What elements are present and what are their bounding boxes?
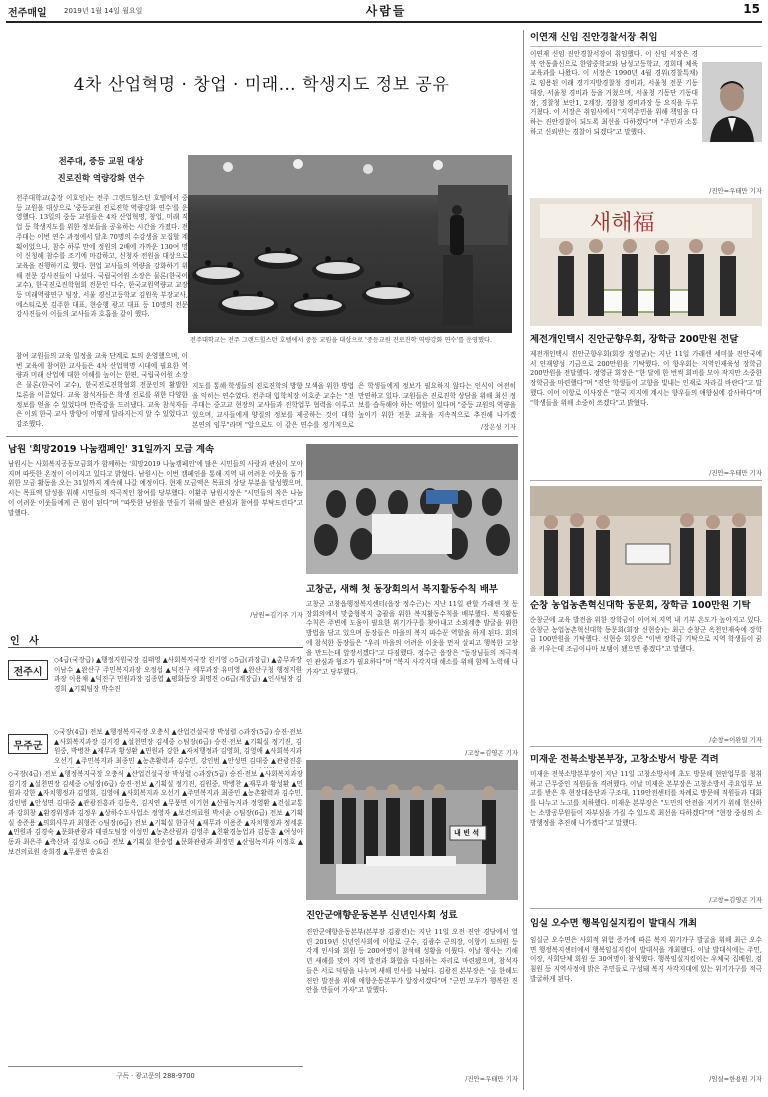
feature-body-col3: 은 학생들에게 정보가 필요하지 않다는 인식이 여전히 만연하고 있다. 교원들은 진로진학 상담을 위해 최신 정보를 습득해야 하는 역할이 있다며 "중등 교원의 역량을 높이기 위한 전문 교육을 지속적으로 추진해 나가겠 xyxy=(358,382,516,420)
podium-sign: 내 빈 석 xyxy=(454,829,480,837)
masthead xyxy=(0,0,768,22)
muju-label: 무주군 xyxy=(8,734,48,754)
feature-subtitle-2: 진로진학 역량강화 연수 xyxy=(57,173,145,183)
appointment-headline: 이연재 신임 진안경찰서장 취임 xyxy=(530,32,658,43)
sunchang-byline: /순창=이완일 기자 xyxy=(709,736,762,744)
subscription-footer: 구독 · 광고문의 288-9700 xyxy=(8,1066,303,1080)
imsil-headline: 임실 오수면 행복임실지킴이 발대식 개최 xyxy=(530,918,698,929)
paper-name: 전주매일 xyxy=(8,8,47,19)
chief-portrait-art xyxy=(702,62,762,142)
fire-byline: /고창=김영곤 기자 xyxy=(709,896,762,904)
appointment-rule xyxy=(530,46,762,47)
masthead-rule xyxy=(6,21,762,23)
section-title: 사람들 xyxy=(365,4,407,18)
appointment-byline: /진안=우태만 기자 xyxy=(709,187,762,195)
chief-portrait xyxy=(702,62,762,142)
imsil-body: 임실군 오수면은 사회적 위험 증가에 따른 복지 위기가구 발굴을 위해 최근 오수면 행정복지센터에서 행복임실지킴이 발대식을 개최했다. 이날 발대식에는 주민, 이장, 사회단체 회원 등 30여명이 참석했다. 행복임실지킴이는 우체국 집배원, 검침원 등 지역사정에 밝은 주민들로 구성돼 복지 사각지대에 있는 위기가구를 적극 발굴하게 된다. xyxy=(530,936,762,983)
feature-title: 4차 산업혁명 · 창업 · 미래… 학생지도 정보 공유 xyxy=(73,75,450,95)
appointment-body-lower xyxy=(530,176,762,186)
seminar-photo-caption: 전주대학교는 전주 그랜드힐스턴 호텔에서 중등 교원을 대상으로 '중등교원 진로진학 역량강화 연수'를 운영했다. xyxy=(190,337,492,344)
seminar-photo xyxy=(188,155,512,333)
muju-body: ◇국장(4급) 전보 ▲행정복지국장 오충식 ▲산업건설국장 박성렬 ◇과장(5급) 승진·전보 ▲사회복지과장 김기경 ▲설천면장 김세중 ◇팀장(6급) 승진·전보 ▲기획실 정기진, 김원중, 박병찬 ▲재무과 황성환 ▲민원과 강한 ▲자치행정과 김영희, 김영애 ▲사회복지과 오선기 ▲주민복지과 최종민 ▲농촌활력과 김수민, 강인범 ▲안성면 김대중 ▲관광진흥 xyxy=(54,728,302,766)
scholarship-bottom-rule xyxy=(530,480,762,481)
personnel-rule xyxy=(8,647,303,648)
svg-text:새해福: 새해福 xyxy=(590,211,655,236)
feature-subtitle-1: 전주대, 중등 교원 대상 xyxy=(58,156,144,166)
appointment-body: 이연재 신임 진안경찰서장이 취임했다. 이 신임 서장은 경북 안동출신으로 한양중학교와 남성고등학교, 경희대 체육교육과를 나왔다. 이 서장은 1990년 4월 경위(경찰특채)로 임용된 이래 경기지방경찰청 경비과, 서울청 전문 기동대장, 서울청 경비과 등을 거쳤으며, 서울청 기동단 기동대장, 경찰청 보안1, 2계장, 경찰청 경비과장 등 요직을 두루 거쳤다. 이 서장은 취임사에서 "지역주민을 위해 책임을 다하는 진안경찰이 되도록 최선을 다하겠다"며 "주민과 소통하고 신뢰받는 경찰이 되겠다"고 말했다. xyxy=(530,50,698,136)
sunchang-photo-art xyxy=(530,486,762,596)
issue-date: 2019년 1월 14일 월요일 xyxy=(64,7,143,15)
feature-body-col1b: 참여 교원들의 교육 일정을 교육 단계로 토의 운영했으며, 이번 교육에 참여한 교사들은 4차 산업혁명 시대에 필요한 역량과 미래 산업에 대한 이해를 높이는 한편, 국립국어원 소장은 물론(한국어 교수), 한국진로진학협회 전문인의 활발한 토론을 이끌었다. 교육 참석자들은 학생 진로를 위한 다양한 정보를 얻을 수 있었다며 만족감을 드러냈다. 교육 참석자들은 이외 한국 교사 방향이 어떻게 달라지는지 알 수 있었다고 강조했다. xyxy=(16,352,188,428)
column-divider xyxy=(523,30,524,1090)
jeonju-body: ◇4급(국장급) ▲행정지원국장 김태영 ▲사회복지국장 진기영 ◇5급(과장급) ▲총무과장 이남수 ▲완산구 주민복지과장 오정섭 ▲덕진구 세무과장 유미영 ▲완산구청 행정지원과장 이용채 ▲덕진구 민원과장 김종엽 ▲평화동장 최명진 ◇6급(계장급) ▲인사팀장 김경희 ▲기획팀장 박수진 xyxy=(54,656,302,694)
sunchang-body: 순창군에 교육 발전을 위한 장학금이 이어져 지역 내 기부 온도가 높아지고 있다. 순창군 농업농촌혁신대학 동문회(회장 신현승)는 최근 순창군 옥천인재숙에 장학금 100만원을 기탁했다. 신현승 회장은 "이번 장학금 기탁으로 지역 학생들이 꿈을 키우는데 조금이나마 보탬이 됐으면 좋겠다"고 말했다. xyxy=(530,616,762,654)
jinan-photo-art xyxy=(306,760,518,900)
gochang-byline: /고창=김영곤 기자 xyxy=(465,749,518,757)
jinan-byline: /진안=우태만 기자 xyxy=(465,1075,518,1083)
namwon-body: 남원시는 사회복지공동모금회가 함께하는 '희망2019 나눔캠페인'에 많은 시민들의 사랑과 관심이 모아지며 따뜻한 온정이 이어지고 있다고 밝혔다. 남원시는 이번 캠페인을 통해 지역 내 어려운 이웃을 돕기 위한 모금 활동을 오는 31일까지 계속해 나갈 예정이다. 현재 모금액은 목표의 상당 부분을 달성했으며, 시는 목표액 달성을 위해 시민들의 적극적인 참여를 당부했다. 이환주 남원시장은 "시민들의 작은 나눔이 어려운 이웃들에게 큰 힘이 된다"며 "따뜻한 남원을 만들기 위해 많은 관심과 참여를 부탁드린다"고 말했다. xyxy=(8,460,303,517)
feature-body-col2: 지도를 통해 학생들의 진로진학의 방향 모색을 위한 방법을 익히는 연수였다. 전주대 입학처장 이호준 교수는 "전주대는 중고교 현장의 교사들과 진학업무 협력을 이루고 있으며, 교사들에게 양질의 정보를 제공하는 것이 대학 본연의 임무"라며 "앞으로도 이 같은 연수를 정기적으로 xyxy=(192,382,354,429)
scholarship-headline: 제전개인택시 진안군향우회, 장학금 200만원 전달 xyxy=(530,334,739,345)
scholarship-photo xyxy=(530,198,762,326)
gochang-headline: 고창군, 새해 첫 동장회의서 복지활동수칙 배부 xyxy=(306,584,498,595)
scholarship-photo-art xyxy=(530,198,762,326)
jeonju-label: 전주시 xyxy=(8,660,48,680)
gochang-body: 고창군 고창읍행정복지센터(읍장 정수근)는 지난 11일 관할 가래센 첫 동장회의에서 맞춤형복지 총괄을 위한 복지활동수칙을 배부했다. 복지활동수칙은 주변에 도움이 필요한 위기가구를 찾아내고 소외계층 발굴을 위한 방법을 담고 있으며 동장들은 마을의 복지 파수꾼 역할을 하게 된다. 회의에 참석한 동장들은 "우리 마을의 어려운 이웃을 먼저 살피고 행복한 고창을 만드는데 앞장서겠다"고 다짐했다. 정수근 읍장은 "동장님들의 적극적인 관심과 협조가 필요하다"며 "복지 사각지대 해소를 위해 함께 노력해 나가자"고 당부했다. xyxy=(306,600,518,676)
gochang-meeting-photo-art xyxy=(306,444,518,574)
namwon-byline: /남원=김기주 기자 xyxy=(250,611,303,619)
imsil-byline: /임실=한용원 기자 xyxy=(709,1075,762,1083)
jinan-body: 진안군애향운동본부(본부장 김광진)는 지난 11일 오전 진안 경당에서 열린 2019년 신년인사회에 이항로 군수, 김광수 군의장, 이항기 도의원 등 각계 인사와 회원 등 200여명이 참석해 성황을 이뤘다. 이날 행사는 기해년 새해를 맞아 지역 발전과 화합을 다짐하는 자리로 마련됐으며, 참석자들은 서로 덕담을 나누며 새해 인사를 나눴다. 김광진 본부장은 "올 한해도 진안 발전을 위해 애향운동본부가 앞장서겠다"며 "군민 모두가 행복한 진안을 만들어 가자"고 말했다. xyxy=(306,928,518,995)
muju-body-continued: ◇국장(4급) 전보 ▲행정복지국장 오충식 ▲산업건설국장 박성렬 ◇과장(5급) 승진·전보 ▲사회복지과장 김기경 ▲설천면장 김세중 ◇팀장(6급) 승진·전보 ▲기획실 정기진, 김원중, 박병찬 ▲재무과 황성환 ▲민원과 강한 ▲자치행정과 김영희, 김영애 ▲사회복지과 오선기 ▲주민복지과 최종민 ▲농촌활력과 김수민, 강인범 ▲안성면 김대중 ▲관광진흥과 김동옥, 김지연 ▲무풍면 이기현 ▲산림녹지과 정영환 ▲건설교통과 강희창 ▲환경위생과 김정우 ▲상하수도사업소 정영자 ▲보건의료원 박서윤 ◇팀장(6급) 전보 ▲기획실 송준용 ▲의회사무과 최형준 ◇팀장(6급) 전보 ▲기획실 한규석 ▲재무과 이용준 ▲자치행정과 정세훈 ▲민원과 김경숙 ▲문화관광과 태권도팀장 이성민 ▲농촌산림과 김영주 ▲친환경농업과 김동훈 ▲여성아동과 최은주 ▲축산과 김성호 ◇6급 전보 ▲기획실 한승엽 ▲문화관광과 최정민 ▲산림녹지과 이정호 ▲보건의료원 송희경 ▲무풍면 송효진 xyxy=(8,770,303,856)
seminar-photo-art xyxy=(188,155,512,333)
feature-bottom-rule xyxy=(6,436,518,437)
personnel-header: 인 사 xyxy=(10,636,42,647)
jinan-headline: 진안군애향운동본부 신년인사회 성료 xyxy=(306,910,458,921)
fire-bottom-rule xyxy=(530,908,762,909)
sunchang-bottom-rule xyxy=(530,746,762,747)
scholarship-body: 제전개인택시 진안군향우회(회장 정영균)는 지난 11일 가래센 세미불 진안국에서 인재양성 기금으로 200만원을 기탁했다. 이 향우회는 지역인재육성 장학금 200만원을 전달했다. 정영균 회장은 "한 달에 한 번씩 회비를 모아 작지만 소중한 장학금을 마련했다"며 "진안 학생들이 고향을 빛내는 인재로 자라길 바란다"고 말했다. 이어 이항로 이사장은 "한국 지지에 계시는 향우들의 애향심에 감사하다"며 "학생들을 위해 소중히 쓰겠다"고 밝혔다. xyxy=(530,350,762,407)
scholarship-byline: /진안=우태만 기자 xyxy=(709,469,762,477)
namwon-headline: 남원 '희망2019 나눔캠페인' 31일까지 모금 계속 xyxy=(8,444,215,455)
fire-headline: 미재운 전북소방본부장, 고창소방서 방문 격려 xyxy=(530,754,719,765)
fire-body: 미재운 전북소방본부장이 지난 11일 고창소방서에 초도 방문해 현안업무를 청취하고 근무중인 직원들을 격려했다. 이날 미재운 본부장은 고창소방서 주요업무 보고를 받은 후 현장대응단과 구조대, 119안전센터를 차례로 방문해 직원들과 대화를 나누고 노고를 치하했다. 미재운 본부장은 "도민의 안전을 지키기 위해 헌신하는 소방공무원들이 자부심을 가질 수 있도록 최선을 다하겠다"며 "현장 중심의 소방행정을 추진해 나가겠다"고 말했다. xyxy=(530,770,762,827)
jinan-photo xyxy=(306,760,518,900)
feature-body-col1: 전주대학교(총장 이호인)는 전주 그랜드힐스턴 호텔에서 중등 교원을 대상으로 '중등교원 진로진학 역량강화 연수'를 운영했다. 13일의 중등 교원들은 4차 산업혁명, 창업, 미래 직업 등 학생지도를 위한 정보들을 공유하는 시간을 가졌다. 전주대는 이번 연수 과정에서 달초 70명의 수강생을 모집할 계획이었으나, 참수 하루 만에 정원의 2배에 가까운 130여 명이 신청해 참수를 조기에 마감하고, 신청자 전원을 대상으로 교육을 진행하기로 했다. 현업 교사들의 역량을 강화하기 위해 전문 강사진들이 나섰다. 국립국어원 소장은 물론(한국어 교수), 한국진로진학협회 전문인 다수, 한국교원역량교 교장 등 미래역량연구 팀장, 서울 경신고등학교 김원욱 부장교사, 에스티로봇 김주한 대표, 현승행 광고 대표 등 10명의 전문 강사진들이 이들의 교사들과 호흡을 같이 했다. xyxy=(16,194,188,319)
gochang-meeting-photo xyxy=(306,444,518,574)
sunchang-headline: 순창 농업농촌혁신대학 동문회, 장학금 100만원 기탁 xyxy=(530,600,751,611)
feature-byline: /장은성 기자 xyxy=(480,423,516,431)
sunchang-photo xyxy=(530,486,762,596)
page-number: 15 xyxy=(743,2,760,16)
